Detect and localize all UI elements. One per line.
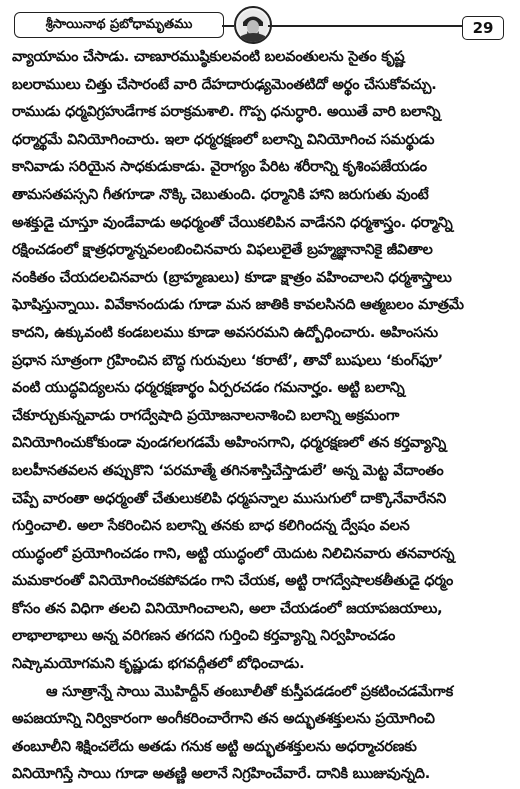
text-line: అపజయాన్ని నిర్వికారంగా అంగీకరించారేగాని తన అద్భుతశక్తులను ప్రయోగించి [12,711,435,728]
sai-baba-portrait-icon [234,6,272,44]
text-line: రక్షించడంలో క్షాత్రధర్మాన్నవలంబించినవారు విఫలులైతే బ్రహ్మజ్ఞానానికై జీవితాల [12,242,433,259]
text-line: కోసం తన విధిగా తలచి వినియోగించాలని, అలా చేయడంలో జయాపజయాలు, [12,600,443,617]
text-line: ఘోషిస్తున్నాయి. వివేకానందుడు గూడా మన జాతికి కావలసినది ఆత్మబలం మాత్రమే [12,297,464,314]
text-line: కాదని, ఉక్కువంటి కండబలము కూడా అవసరమని ఉద్బోధించారు. అహింసను [12,324,438,341]
text-line: చెప్పే వారంతా అధర్మంతో చేతులుకలిపి ధర్మపన్నాల ముసుగులో దాక్కొనేవారేనని [12,490,447,507]
text-line: బలహీనతవలన తప్పుకొని ‘పరమాత్మే తగినశాస్తిచేస్తాడులే’ అన్న మెట్ట వేదాంతం [12,462,444,479]
text-line: అశక్తుడై చూస్తూ వుండేవాడు అధర్మంతో చేయికలిపిన వాడేనని ధర్మశాస్త్రం. ధర్మాన్ని [12,214,453,231]
paragraph-start-line: ఆ సూత్రాన్నే సాయి మొహిద్దీన్ తంబూలీతో కుస్తీపడడంలో ప్రకటించడమేగాక [46,683,454,700]
text-line: యుద్ధంలో ప్రయోగించడం గాని, అట్టి యుద్ధంలో యెదుట నిలిచినవారు తనవారన్న [12,545,455,562]
text-line: నంకితం చేయదలచినవారు (బ్రాహ్మణులు) కూడా క్షాత్రం వహించాలని ధర్మశాస్త్రాలు [12,269,452,286]
text-line: మమకారంతో వినియోగించకపోవడం గాని చేయక, అట్టి రాగద్వేషాలకతీతుడై ధర్మం [12,573,454,590]
book-title: శ్రీసాయినాథ ప్రబోధామృతము [14,12,224,38]
text-line: వంటి యుద్ధవిద్యలను ధర్మరక్షణార్థం ఏర్పరచడం గమనార్హం. అట్టి బలాన్ని [12,380,405,397]
text-line: తంబూలీని శిక్షించలేదు అతడు గనుక అట్టి అద్భుతశక్తులను అధర్మాచరణకు [12,738,417,755]
header-rule [222,25,234,27]
text-line: రాముడు ధర్మవిగ్రహుడేగాక పరాక్రమశాలి. గొప్ప ధనుర్ధారి. అయితే వారి బలాన్ని [12,104,441,121]
text-line: వినియోగించుకోకుండా వుండగలగడమే అహింసగాని, ధర్మరక్షణలో తన కర్తవ్యాన్ని [12,435,446,452]
sai-baba-portrait-icon-graphic [236,8,270,42]
text-line: గుర్తించాలి. అలా సేకరించిన బలాన్ని తనకు బాధ కలిగిందన్న ద్వేషం వలన [12,518,410,535]
text-line: చేకూర్చుకున్నవాడు రాగద్వేషాది ప్రయోజనాలనాశించి బలాన్ని అక్రమంగా [12,407,400,424]
text-line: వ్యాయామం చేసాడు. చాణూరముష్ఠికులవంటి బలవంతులను సైతం కృష్ణ [12,49,405,65]
body-text [12,44,510,789]
text-line: ప్రధాన సూత్రంగా గ్రహించిన బౌద్ధ గురువులు ‘కరాటే’, తావో బుషులు ‘కుంగ్‌ఫూ’ [12,352,443,369]
header-rule [268,25,462,27]
text-line: కానివాడు సరియైన సాధకుడుకాడు. వైరాగ్యం పేరిట శరీరాన్ని కృశింపజేయడం [12,159,427,176]
text-line: వినియోగిస్తే సాయి గూడా అతణ్ణి అలానే నిగ్రహించేవారే. దానికి ఋజువున్నది. [12,766,430,783]
page-number: 29 [462,16,504,40]
text-line: బలరాములు చిత్తు చేసారంటే వారి దేహదారుఢ్యమెంతటిదో అర్థం చేసుకోవచ్చు. [12,76,437,93]
text-line: లాభాలాభాలు అన్న వరిగణన తగదని గుర్తించి కర్తవ్యాన్ని నిర్వహించడం [12,628,396,645]
text-line: తామసతపస్సని గీతగూడా నొక్కి చెబుతుంది. ధర్మానికి హాని జరుగుతు వుంటే [12,186,429,203]
text-line: నిష్కామయోగమని కృష్ణుడు భగవద్గీతలో బోధించాడు. [12,656,305,673]
text-line: ధర్మార్థమే వినియోగించారు. ఇలా ధర్మరక్షణలో బలాన్ని వినియోగించ సమర్థుడు [12,131,435,148]
page-header [14,6,506,40]
